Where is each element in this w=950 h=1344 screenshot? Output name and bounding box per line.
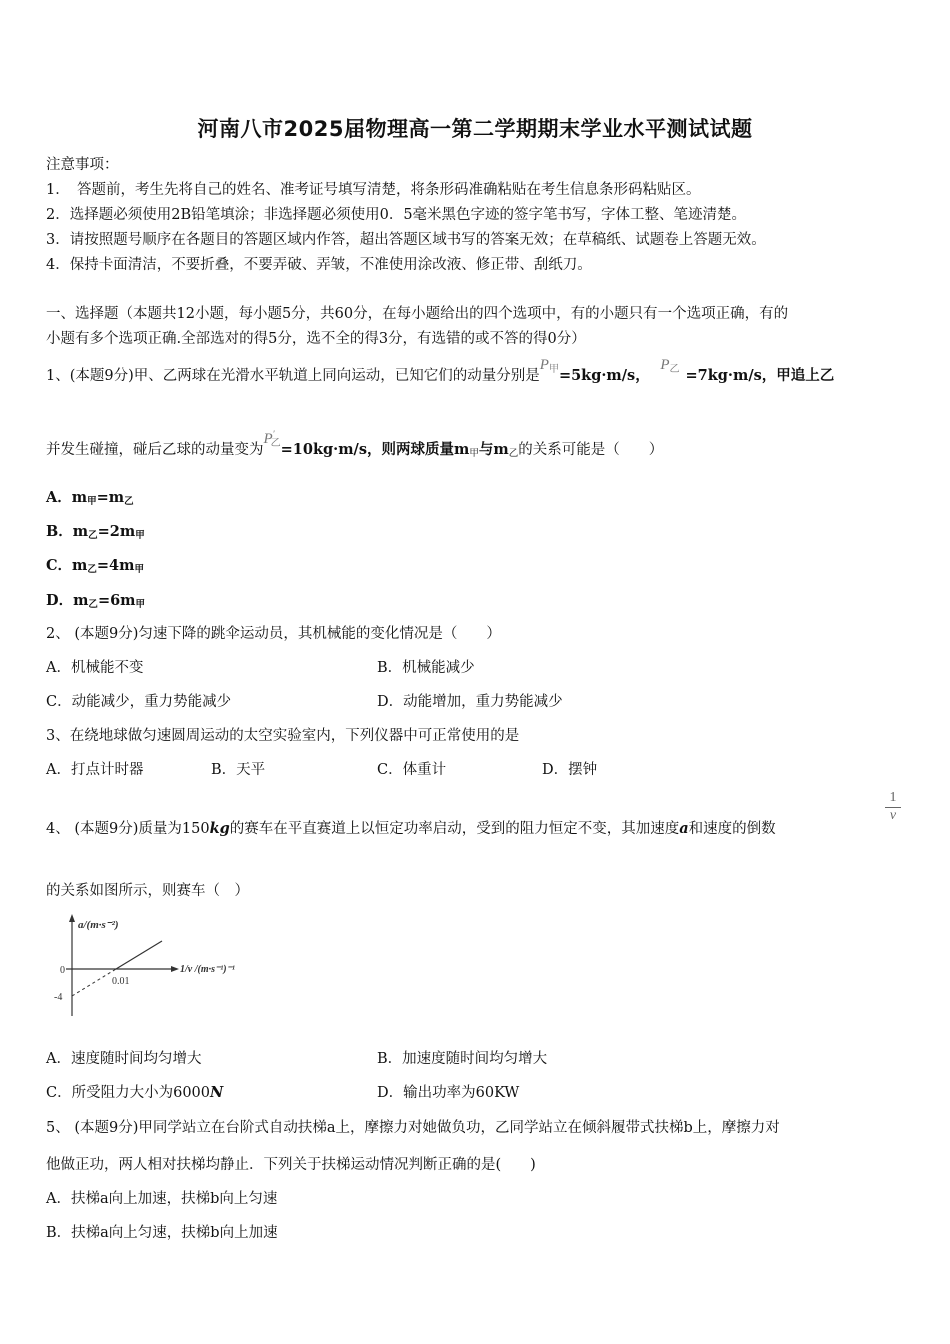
acceleration-graph	[50, 908, 270, 1018]
p-jia-symbol: $P_甲$	[539, 357, 559, 375]
p-jia-value: =5kg·m/s，	[558, 367, 650, 384]
q2-option-b[interactable]: B．机械能减少	[377, 660, 475, 676]
q1-option-a[interactable]: A．$m_甲=m_乙$	[46, 489, 134, 507]
q4-option-c[interactable]: C．所受阻力大小为6000N	[46, 1084, 224, 1101]
q2-stem: 2、 (本题9分)匀速下降的跳伞运动员，其机械能的变化情况是（ ）	[46, 626, 501, 642]
reciprocal-v-fraction: $\frac{1}{v}$	[885, 790, 901, 824]
notice-item-3: 3．请按照题号顺序在各题目的答题区域内作答，超出答题区域书写的答案无效；在草稿纸、试题卷上答题无效。	[46, 232, 766, 248]
q1-option-c[interactable]: C．$m_乙=4m_甲$	[46, 557, 145, 575]
q5-stem-line1: 5、 (本题9分)甲同学站立在台阶式自动扶梯a上，摩擦力对她做负功，乙同学站立在倾斜履带式扶梯b上，摩擦力对	[46, 1120, 780, 1136]
section-heading-line1: 一、选择题（本题共12小题，每小题5分，共60分，在每小题给出的四个选项中，有的小题只有一个选项正确，有的	[46, 306, 789, 322]
q3-option-d[interactable]: D．摆钟	[542, 762, 598, 778]
x-axis-arrow	[171, 966, 179, 972]
q5-option-b[interactable]: B．扶梯a向上匀速，扶梯b向上加速	[46, 1225, 278, 1241]
notice-item-2: 2．选择题必须使用2B铅笔填涂；非选择题必须使用0．5毫米黑色字迹的签字笔书写，字体工整、笔迹清楚。	[46, 207, 747, 223]
x-intercept-label: 0.01	[112, 976, 130, 987]
y-axis-label: a/(m·s⁻²)	[78, 919, 119, 931]
p-yi-symbol: $P_乙$	[660, 357, 680, 375]
notice-heading: 注意事项：	[46, 157, 119, 173]
q1-stem-e: 的关系可能是（ ）	[518, 442, 664, 458]
q4-option-a[interactable]: A．速度随时间均匀增大	[46, 1051, 202, 1067]
q1-stem-c: =10kg·m/s，则两球质量m	[280, 441, 470, 458]
q4-option-b[interactable]: B．加速度随时间均匀增大	[377, 1051, 548, 1067]
q4-stem-line1: 4、 (本题9分)质量为150kg的赛车在平直赛道上以恒定功率启动，受到的阻力恒定不变，其加速度a和速度的倒数	[46, 820, 776, 837]
q1-stem-line2: 并发生碰撞，碰后乙球的动量变为$P'_乙=10kg\cdot m/s$，则两球质量$m_甲$与$m_乙$的关系可能是（ ）	[46, 429, 664, 459]
y-intercept-label: -4	[54, 992, 63, 1003]
p-yi-value: =7kg·m/s，甲追上乙	[685, 367, 835, 384]
origin-label: 0	[60, 965, 65, 976]
section-heading-line2: 小题有多个选项正确.全部选对的得5分，选不全的得3分，有选错的或不答的得0分）	[46, 331, 586, 347]
q2-option-d[interactable]: D．动能增加，重力势能减少	[377, 694, 563, 710]
x-axis-label: 1/v /(m·s⁻¹)⁻¹	[180, 964, 235, 975]
q4-option-d[interactable]: D．输出功率为60KW	[377, 1085, 520, 1101]
q1-stem-line1	[46, 357, 835, 386]
q2-option-c[interactable]: C．动能减少，重力势能减少	[46, 694, 232, 710]
y-axis-arrow	[69, 914, 75, 922]
q3-option-b[interactable]: B．天平	[211, 762, 266, 778]
graph-line-dashed	[72, 969, 116, 996]
q1-stem-b: 并发生碰撞，碰后乙球的动量变为	[46, 442, 264, 458]
p-yi-after-symbol: $P'_乙$	[263, 429, 281, 449]
q2-option-a[interactable]: A．机械能不变	[46, 660, 144, 676]
notice-item-4: 4．保持卡面清洁，不要折叠，不要弄破、弄皱，不准使用涂改液、修正带、刮纸刀。	[46, 257, 592, 273]
q5-stem-line2: 他做正功，两人相对扶梯均静止．下列关于扶梯运动情况判断正确的是( )	[46, 1157, 536, 1173]
q1-option-d[interactable]: D．$m_乙=6m_甲$	[46, 592, 146, 610]
q1-option-b[interactable]: B．$m_乙=2m_甲$	[46, 523, 145, 541]
q3-option-a[interactable]: A．打点计时器	[46, 762, 144, 778]
q5-option-a[interactable]: A．扶梯a向上加速，扶梯b向上匀速	[46, 1191, 278, 1207]
notice-item-1: 1． 答题前，考生先将自己的姓名、准考证号填写清楚，将条形码准确粘贴在考生信息条形码粘贴区。	[46, 182, 701, 198]
q3-stem: 3、在绕地球做匀速圆周运动的太空实验室内，下列仪器中可正常使用的是	[46, 728, 520, 744]
q3-option-c[interactable]: C．体重计	[377, 762, 447, 778]
q4-stem-line2: 的关系如图所示，则赛车（ ）	[46, 883, 249, 899]
graph-line-solid	[116, 941, 162, 969]
page-title: 河南八市2025届物理高一第二学期期末学业水平测试试题	[197, 117, 753, 141]
q1-stem-a: 1、(本题9分)甲、乙两球在光滑水平轨道上同向运动，已知它们的动量分别是	[46, 368, 540, 384]
